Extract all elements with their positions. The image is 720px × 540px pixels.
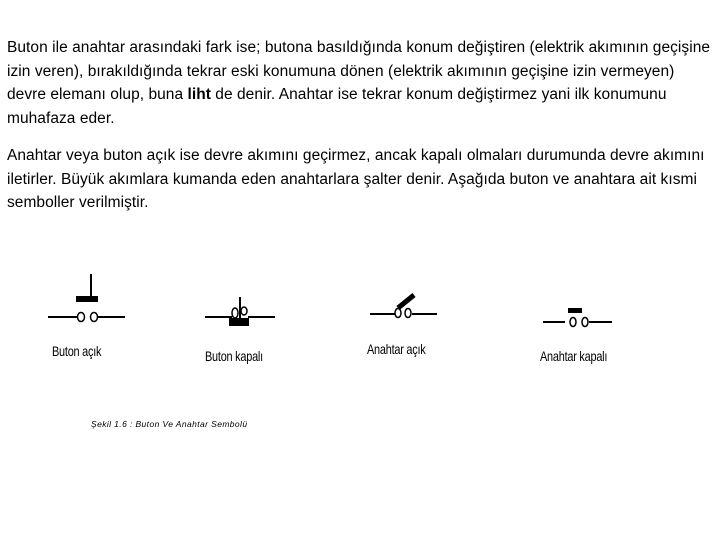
- switch-closed-symbol: [543, 308, 612, 327]
- paragraph-button-vs-switch: [7, 36, 713, 130]
- button-open-symbol: [48, 274, 125, 322]
- button-closed-symbol: [205, 297, 275, 326]
- symbol-label-switch-closed: Anahtar kapalı: [540, 348, 608, 364]
- paragraph-1-text-a: Buton ile anahtar arasındaki fark ise; butona basıldığında konum değiştiren (elektrik akımının geçişine izin veren), bırakıldığında tekrar eski konumuna dönen (elektrik akımının geçişine izin vermeyen) devre elemanı olup, buna: [7, 39, 711, 103]
- paragraph-1-text-b: de denir. Anahtar ise tekrar konum değiştirmez yani ilk konumunu muhafaza eder.: [7, 86, 667, 127]
- paragraph-open-closed: Anahtar veya buton açık ise devre akımını geçirmez, ancak kapalı olmaları durumunda devre akımını iletirler. Büyük akımlara kumanda eden anahtarlara şalter denir. Aşağıda buton ve anahtara ait kısmi semboller verilmiştir.: [7, 147, 705, 211]
- symbol-label-switch-open: Anahtar açık: [367, 341, 426, 357]
- paragraph-1-bold-term: liht: [187, 86, 211, 103]
- symbol-label-button-open: Buton açık: [52, 343, 102, 359]
- symbols-drawing: [0, 268, 720, 388]
- symbols-figure: [0, 268, 720, 388]
- switch-open-symbol: [370, 295, 437, 318]
- symbol-label-button-closed: Buton kapalı: [205, 348, 263, 364]
- figure-caption: Şekil 1.6 : Buton Ve Anahtar Sembolü: [91, 419, 248, 429]
